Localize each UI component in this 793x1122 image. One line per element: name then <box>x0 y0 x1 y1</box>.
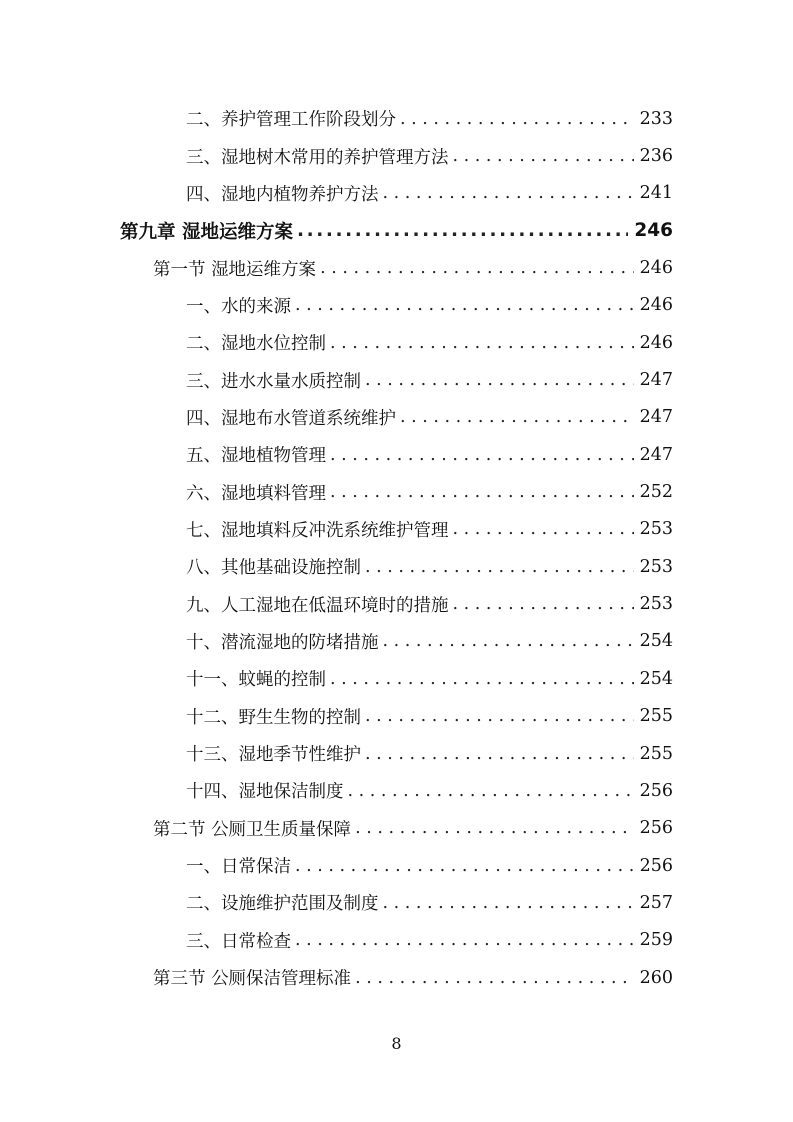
toc-entry-title: 五、湿地植物管理 <box>186 446 326 467</box>
toc-leader-dots <box>383 183 634 203</box>
toc-entry-title: 二、湿地水位控制 <box>186 334 326 355</box>
toc-entry-item[interactable] <box>0 100 793 137</box>
toc-entry-title: 十二、野生生物的控制 <box>186 707 361 728</box>
toc-entry-page: 246 <box>634 220 673 242</box>
toc-entry-title: 二、养护管理工作阶段划分 <box>186 110 396 131</box>
toc-entry-title: 十一、蚊蝇的控制 <box>186 670 326 691</box>
toc-entry-item[interactable] <box>0 399 793 436</box>
toc-entry-page: 253 <box>639 519 673 540</box>
toc-leader-dots <box>297 220 628 241</box>
toc-entry-section[interactable] <box>0 959 793 996</box>
toc-entry-item[interactable] <box>0 735 793 772</box>
toc-entry-page: 236 <box>639 146 673 167</box>
toc-leader-dots <box>453 146 634 166</box>
toc-leader-dots <box>355 968 634 988</box>
toc-entry-title: 六、湿地填料管理 <box>186 483 326 504</box>
toc-entry-page: 260 <box>639 967 673 988</box>
toc-entry-page: 246 <box>639 295 673 316</box>
toc-entry-title: 九、人工湿地在低温环境时的措施 <box>186 595 449 616</box>
toc-entry-item[interactable] <box>0 287 793 324</box>
toc-entry-section[interactable] <box>0 249 793 286</box>
toc-entry-section[interactable] <box>0 810 793 847</box>
toc-entry-title: 第二节 公厕卫生质量保障 <box>153 819 352 840</box>
toc-leader-dots <box>365 370 634 390</box>
toc-leader-dots <box>383 893 634 913</box>
toc-entry-title: 四、湿地布水管道系统维护 <box>186 408 396 429</box>
toc-entry-page: 247 <box>639 407 673 428</box>
toc-entry-item[interactable] <box>0 324 793 361</box>
toc-leader-dots <box>295 856 634 876</box>
toc-entry-item[interactable] <box>0 623 793 660</box>
toc-entry-item[interactable] <box>0 585 793 622</box>
toc-entry-page: 247 <box>639 370 673 391</box>
toc-entry-page: 252 <box>639 482 673 503</box>
toc-entry-item[interactable] <box>0 847 793 884</box>
toc-entry-title: 十四、湿地保洁制度 <box>186 782 344 803</box>
toc-entry-title: 三、进水水量水质控制 <box>186 371 361 392</box>
toc-entry-item[interactable] <box>0 473 793 510</box>
toc-leader-dots <box>453 594 634 614</box>
toc-entry-page: 254 <box>639 668 673 689</box>
toc-entry-item[interactable] <box>0 436 793 473</box>
toc-entry-page: 256 <box>639 855 673 876</box>
toc-leader-dots <box>400 407 634 427</box>
toc-entry-title: 十三、湿地季节性维护 <box>186 745 361 766</box>
toc-entry-page: 256 <box>639 780 673 801</box>
toc-entry-title: 第三节 公厕保洁管理标准 <box>153 969 352 990</box>
toc-entry-item[interactable] <box>0 698 793 735</box>
toc-leader-dots <box>330 333 634 353</box>
toc-entry-item[interactable] <box>0 922 793 959</box>
toc-leader-dots <box>348 781 634 801</box>
toc-entry-title: 十、潜流湿地的防堵措施 <box>186 632 379 653</box>
toc-entry-item[interactable] <box>0 361 793 398</box>
toc-entry-title: 八、其他基础设施控制 <box>186 558 361 579</box>
toc-entry-page: 247 <box>639 444 673 465</box>
toc-entry-title: 一、水的来源 <box>186 296 291 317</box>
toc-leader-dots <box>453 519 634 539</box>
toc-leader-dots <box>365 744 634 764</box>
toc-leader-dots <box>400 109 634 129</box>
table-of-contents <box>0 100 793 996</box>
toc-entry-page: 253 <box>639 594 673 615</box>
toc-entry-title: 第一节 湿地运维方案 <box>153 259 317 280</box>
toc-entry-item[interactable] <box>0 772 793 809</box>
toc-entry-page: 256 <box>639 818 673 839</box>
toc-entry-page: 246 <box>639 258 673 279</box>
toc-entry-chapter[interactable] <box>0 212 793 249</box>
toc-entry-title: 七、湿地填料反冲洗系统维护管理 <box>186 520 449 541</box>
toc-leader-dots <box>365 706 634 726</box>
toc-entry-item[interactable] <box>0 175 793 212</box>
toc-entry-item[interactable] <box>0 884 793 921</box>
toc-entry-page: 254 <box>639 631 673 652</box>
toc-entry-page: 233 <box>639 108 673 129</box>
toc-leader-dots <box>330 669 634 689</box>
toc-leader-dots <box>330 445 634 465</box>
toc-leader-dots <box>295 930 634 950</box>
toc-leader-dots <box>320 258 634 278</box>
toc-entry-page: 241 <box>639 183 673 204</box>
toc-entry-page: 259 <box>639 930 673 951</box>
toc-entry-item[interactable] <box>0 548 793 585</box>
toc-entry-item[interactable] <box>0 511 793 548</box>
toc-entry-title: 三、湿地树木常用的养护管理方法 <box>186 147 449 168</box>
toc-entry-title: 一、日常保洁 <box>186 857 291 878</box>
toc-entry-title: 四、湿地内植物养护方法 <box>186 184 379 205</box>
toc-leader-dots <box>383 631 634 651</box>
toc-entry-title: 三、日常检查 <box>186 931 291 952</box>
toc-entry-page: 255 <box>639 743 673 764</box>
toc-leader-dots <box>355 818 634 838</box>
toc-leader-dots <box>295 295 634 315</box>
toc-entry-page: 255 <box>639 706 673 727</box>
toc-entry-item[interactable] <box>0 660 793 697</box>
toc-entry-page: 257 <box>639 892 673 913</box>
toc-entry-page: 253 <box>639 556 673 577</box>
toc-entry-title: 第九章 湿地运维方案 <box>120 221 293 243</box>
toc-entry-title: 二、设施维护范围及制度 <box>186 894 379 915</box>
page-number: 8 <box>391 1034 402 1053</box>
toc-leader-dots <box>330 482 634 502</box>
toc-entry-item[interactable] <box>0 137 793 174</box>
toc-entry-page: 246 <box>639 332 673 353</box>
toc-leader-dots <box>365 557 634 577</box>
